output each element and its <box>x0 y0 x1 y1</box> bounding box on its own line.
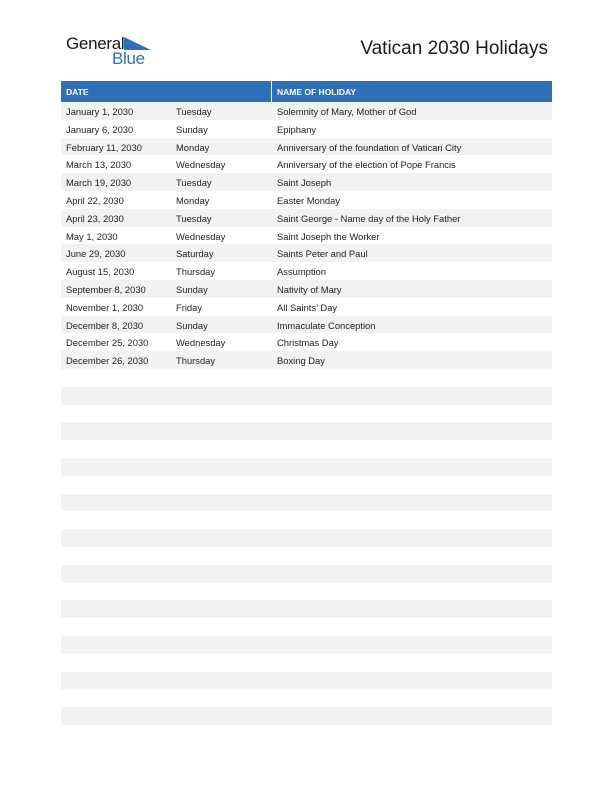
table-row <box>61 280 552 298</box>
row-holiday-name: Boxing Day <box>277 355 325 367</box>
row-weekday: Wednesday <box>176 159 226 171</box>
row-weekday: Tuesday <box>176 212 212 224</box>
row-weekday: Tuesday <box>176 106 212 117</box>
empty-row <box>61 422 552 440</box>
empty-row <box>61 511 552 529</box>
row-weekday: Monday <box>176 141 210 153</box>
table-row <box>61 155 552 173</box>
generalblue-logo <box>66 34 156 68</box>
table-row <box>61 102 552 120</box>
table-row <box>61 138 552 156</box>
row-weekday: Thursday <box>176 266 216 278</box>
row-weekday: Sunday <box>176 319 208 331</box>
logo-text-blue: Blue <box>112 49 145 68</box>
empty-row <box>61 583 552 601</box>
empty-row <box>61 654 552 672</box>
row-date: May 1, 2030 <box>66 230 118 242</box>
empty-row <box>61 494 552 512</box>
row-date: April 22, 2030 <box>66 194 124 206</box>
table-row <box>61 191 552 209</box>
row-date: November 1, 2030 <box>66 301 144 313</box>
empty-row <box>61 458 552 476</box>
row-holiday-name: All Saints’ Day <box>277 301 338 313</box>
row-date: August 15, 2030 <box>66 266 135 278</box>
table-row <box>61 351 552 369</box>
row-holiday-name: Easter Monday <box>277 194 341 206</box>
row-holiday-name: Saint George - Name day of the Holy Father <box>277 212 461 224</box>
row-holiday-name: Anniversary of the election of Pope Francis <box>277 159 456 171</box>
empty-row <box>61 405 552 423</box>
row-date: March 19, 2030 <box>66 177 132 189</box>
row-holiday-name: Christmas Day <box>277 337 339 349</box>
empty-row <box>61 565 552 583</box>
empty-row <box>61 529 552 547</box>
row-holiday-name: Assumption <box>277 266 326 278</box>
table-row <box>61 333 552 351</box>
row-date: February 11, 2030 <box>66 141 142 153</box>
row-weekday: Sunday <box>176 283 208 295</box>
empty-row <box>61 600 552 618</box>
empty-row <box>61 440 552 458</box>
row-weekday: Tuesday <box>176 177 212 189</box>
empty-row <box>61 636 552 654</box>
row-date: April 23, 2030 <box>66 212 124 224</box>
row-date: September 8, 2030 <box>66 283 146 295</box>
table-row <box>61 120 552 138</box>
row-holiday-name: Saints Peter and Paul <box>277 248 368 260</box>
empty-row <box>61 618 552 636</box>
row-weekday: Wednesday <box>176 230 226 242</box>
row-date: January 6, 2030 <box>66 123 134 135</box>
empty-row <box>61 689 552 707</box>
row-holiday-name: Epiphany <box>277 123 317 135</box>
empty-row <box>61 672 552 690</box>
table-row <box>61 262 552 280</box>
empty-row <box>61 547 552 565</box>
empty-row <box>61 707 552 725</box>
row-weekday: Thursday <box>176 355 216 367</box>
row-weekday: Saturday <box>176 248 214 260</box>
header-holiday-name: NAME OF HOLIDAY <box>277 87 357 97</box>
table-row <box>61 316 552 334</box>
row-date: January 1, 2030 <box>66 106 134 117</box>
row-holiday-name: Saint Joseph <box>277 177 332 189</box>
row-date: December 25, 2030 <box>66 337 149 349</box>
row-weekday: Friday <box>176 301 203 313</box>
table-row <box>61 298 552 316</box>
table-body <box>61 102 552 743</box>
empty-row <box>61 725 552 743</box>
row-weekday: Sunday <box>176 123 208 135</box>
holiday-table <box>61 81 552 743</box>
table-row <box>61 244 552 262</box>
empty-row <box>61 369 552 387</box>
empty-row <box>61 476 552 494</box>
page-title: Vatican 2030 Holidays <box>360 38 548 59</box>
row-holiday-name: Immaculate Conception <box>277 319 376 331</box>
row-holiday-name: Nativity of Mary <box>277 283 342 295</box>
header-date: DATE <box>66 87 89 97</box>
row-holiday-name: Solemnity of Mary, Mother of God <box>277 106 417 117</box>
table-row <box>61 173 552 191</box>
row-date: December 26, 2030 <box>66 355 149 367</box>
row-weekday: Monday <box>176 194 210 206</box>
table-row <box>61 227 552 245</box>
table-row <box>61 209 552 227</box>
row-date: June 29, 2030 <box>66 248 126 260</box>
row-holiday-name: Saint Joseph the Worker <box>277 230 380 242</box>
header-divider <box>271 81 272 102</box>
row-date: December 8, 2030 <box>66 319 144 331</box>
empty-row <box>61 387 552 405</box>
row-holiday-name: Anniversary of the foundation of Vatican City <box>277 141 462 153</box>
table-header <box>61 81 552 102</box>
row-date: March 13, 2030 <box>66 159 132 171</box>
logo-text-general: General <box>66 34 125 53</box>
row-weekday: Wednesday <box>176 337 226 349</box>
